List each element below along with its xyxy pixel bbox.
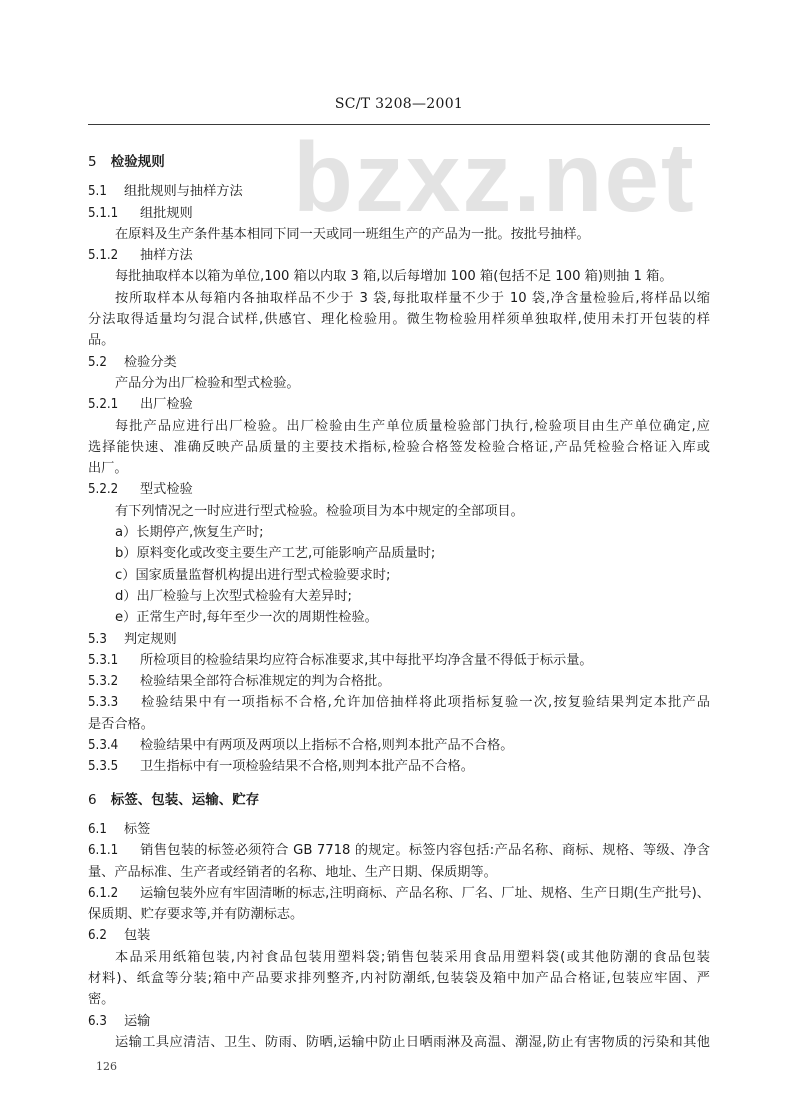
section-6-1-1-line-2: 量、产品标准、生产者或经销者的名称、地址、生产日期、保质期等。 [88, 864, 497, 880]
section-5-3-4: 5.3.4 检验结果中有两项及两项以上指标不合格,则判本批产品不合格。 [88, 738, 514, 754]
section-5-1-1-body: 在原料及生产条件基本相同下同一天或同一班组生产的产品为一批。按批号抽样。 [115, 226, 590, 242]
section-5-1-1-heading: 5.1.1 组批规则 [88, 205, 193, 221]
section-6-3-line-1: 运输工具应清洁、卫生、防雨、防晒,运输中防止日晒雨淋及高温、潮湿,防止有害物质的污染和其他 [115, 1034, 710, 1050]
section-6-heading: 6 标签、包装、运输、贮存 [88, 791, 260, 808]
watermark: bzxz.net [293, 122, 696, 232]
section-5-3-2: 5.3.2 检验结果全部符合标准规定的判为合格批。 [88, 674, 391, 690]
section-5-3-3-line-2: 是否合格。 [88, 716, 154, 732]
list-item-b: b）原料变化或改变主要生产工艺,可能影响产品质量时; [115, 546, 436, 562]
section-5-2-heading: 5.2 检验分类 [88, 354, 177, 370]
page-number: 126 [96, 1060, 117, 1073]
section-5-3-1: 5.3.1 所检项目的检验结果均应符合标准要求,其中每批平均净含量不得低于标示量。 [88, 652, 593, 668]
list-item-a: a）长期停产,恢复生产时; [115, 525, 264, 541]
section-6-2-line-2: 材料)、纸盒等分装;箱中产品要求排列整齐,内衬防潮纸,包装袋及箱中加产品合格证,包装应牢固、严 [88, 970, 710, 986]
section-5-2-1-heading: 5.2.1 出厂检验 [88, 397, 193, 413]
section-6-3-heading: 6.3 运输 [88, 1013, 151, 1029]
section-5-1-2-heading: 5.1.2 抽样方法 [88, 248, 193, 264]
section-5-3-heading: 5.3 判定规则 [88, 631, 177, 647]
section-5-1-heading: 5.1 组批规则与抽样方法 [88, 184, 243, 200]
list-item-c: c）国家质量监督机构提出进行型式检验要求时; [115, 567, 391, 583]
list-item-e: e）正常生产时,每年至少一次的周期性检验。 [115, 610, 378, 626]
section-5-2-1-line-1: 每批产品应进行出厂检验。出厂检验由生产单位质量检验部门执行,检验项目由生产单位确定,应 [115, 418, 710, 434]
section-5-1-2-para-2-line-3: 品。 [88, 333, 115, 349]
section-5-3-3-line-1: 5.3.3 检验结果中有一项指标不合格,允许加倍抽样将此项指标复验一次,按复验结果判定本批产品 [88, 695, 710, 711]
section-5-1-2-para-2-line-1: 按所取样本从每箱内各抽取样品不少于 3 袋,每批取样量不少于 10 袋,净含量检验后,将样品以缩 [115, 290, 710, 306]
section-6-2-line-3: 密。 [88, 992, 115, 1008]
section-5-2-2-body: 有下列情况之一时应进行型式检验。检验项目为本中规定的全部项目。 [115, 503, 524, 519]
section-5-1-2-para-1: 每批抽取样本以箱为单位,100 箱以内取 3 箱,以后每增加 100 箱(包括不足 100 箱)则抽 1 箱。 [115, 269, 673, 285]
section-5-2-1-line-2: 选择能快速、准确反映产品质量的主要技术指标,检验合格签发检验合格证,产品凭检验合格证入库或 [88, 439, 710, 455]
section-5-2-1-line-3: 出厂。 [88, 461, 128, 477]
section-5-2-2-heading: 5.2.2 型式检验 [88, 482, 193, 498]
section-6-1-1-line-1: 6.1.1 销售包装的标签必须符合 GB 7718 的规定。标签内容包括:产品名称、商标、规格、等级、净含 [88, 843, 710, 859]
standard-code-header: SC/T 3208—2001 [334, 96, 464, 112]
section-5-1-2-para-2-line-2: 分法取得适量均匀混合试样,供感官、理化检验用。微生物检验用样须单独取样,使用未打开包装的样 [88, 312, 710, 328]
list-item-d: d）出厂检验与上次型式检验有大差异时; [115, 588, 352, 604]
document-body [88, 148, 710, 1053]
section-6-1-heading: 6.1 标签 [88, 821, 151, 837]
section-6-1-2-line-1: 6.1.2 运输包装外应有牢固清晰的标志,注明商标、产品名称、厂名、厂址、规格、生产日期(生产批号)、 [88, 885, 710, 901]
section-5-heading: 5 检验规则 [88, 154, 165, 170]
section-6-2-heading: 6.2 包装 [88, 928, 151, 944]
section-6-2-line-1: 本品采用纸箱包装,内衬食品包装用塑料袋;销售包装采用食品用塑料袋(或其他防潮的食品包装 [115, 949, 710, 965]
section-6-1-2-line-2: 保质期、贮存要求等,并有防潮标志。 [88, 907, 304, 923]
section-5-3-5: 5.3.5 卫生指标中有一项检验结果不合格,则判本批产品不合格。 [88, 759, 474, 775]
section-5-2-body: 产品分为出厂检验和型式检验。 [115, 375, 300, 391]
